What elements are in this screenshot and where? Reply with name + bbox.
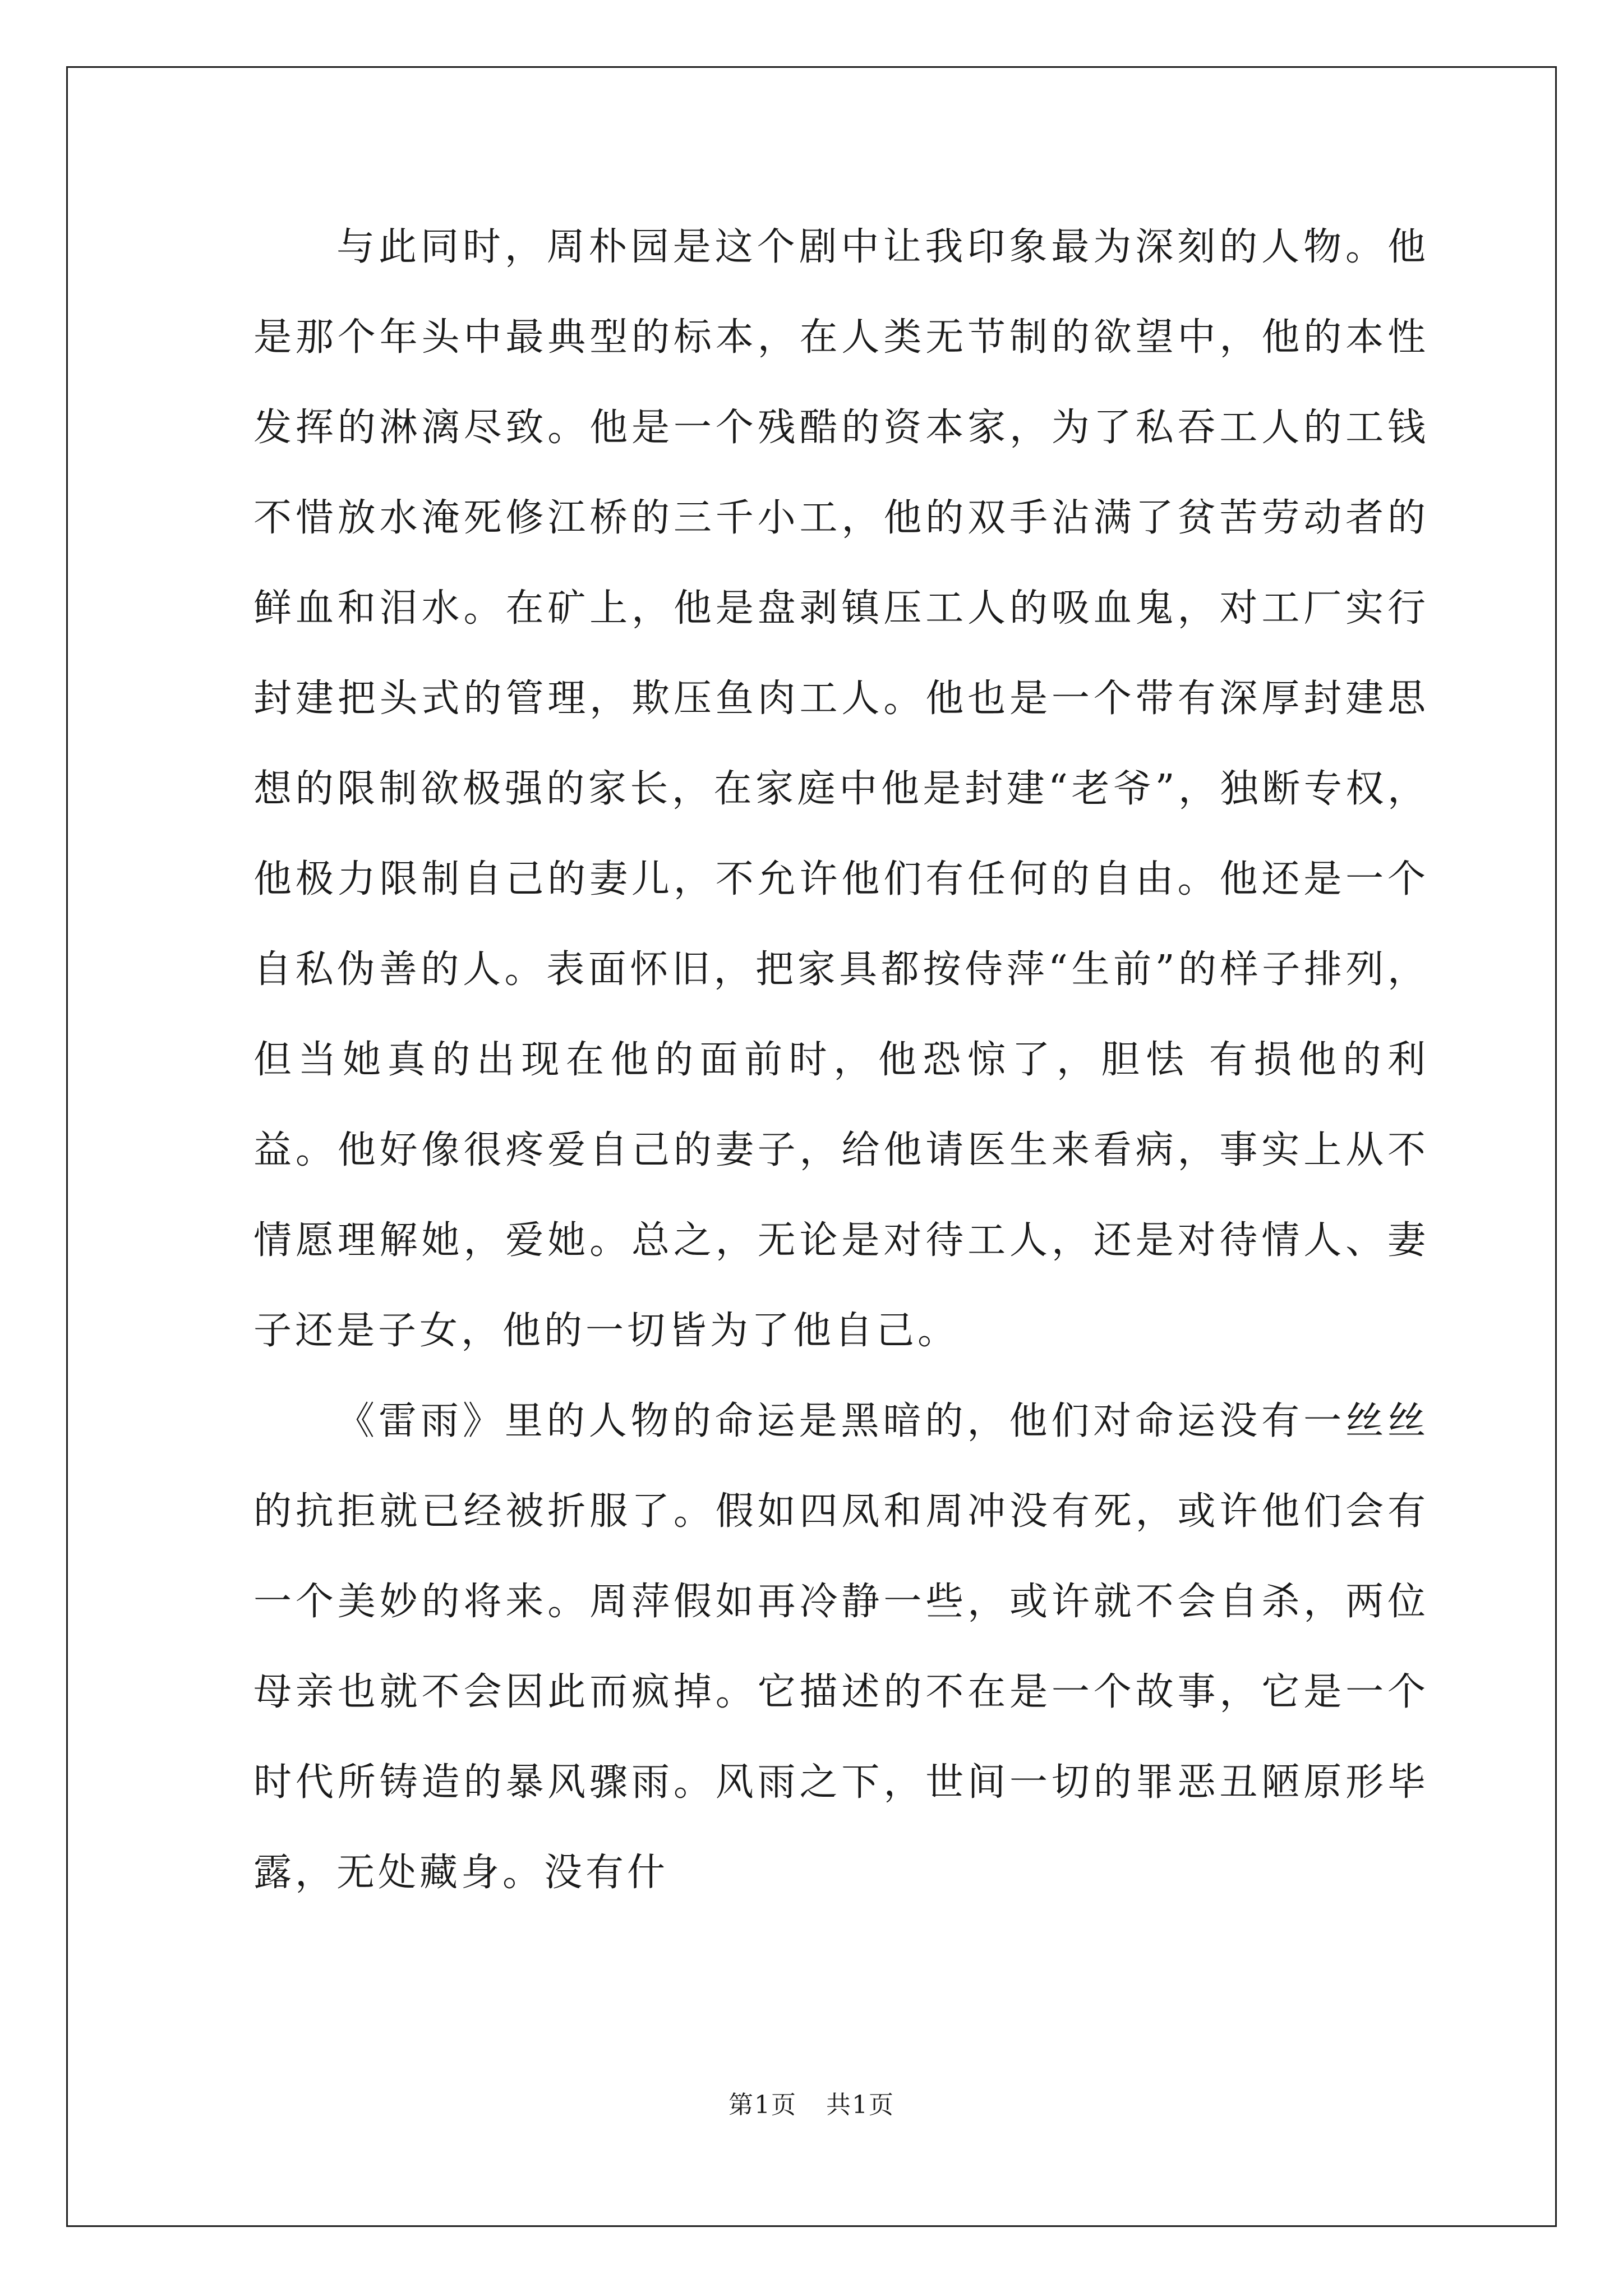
page-footer <box>0 2088 1623 2122</box>
paragraph: 与此同时，周朴园是这个剧中让我印象最为深刻的人物。他是那个年头中最典型的标本，在人类无节制的欲望中，他的本性发挥的淋漓尽致。他是一个残酷的资本家，为了私吞工人的工钱不惜放水淹死修江桥的三千小工，他的双手沾满了贫苦劳动者的鲜血和泪水。在矿上，他是盘剥镇压工人的吸血鬼，对工厂实行封建把头式的管理，欺压鱼肉工人。他也是一个带有深厚封建思想的限制欲极强的家长，在家庭中他是封建“老爷”，独断专权，他极力限制自己的妻儿，不允许他们有任何的自由。他还是一个自私伪善的人。表面怀旧，把家具都按侍萍“生前”的样子排列，但当她真的出现在他的面前时，他恐惊了，胆怯 有损他的利益。他好像很疼爱自己的妻子，给他请医生来看病，事实上从不情愿理解她，爱她。总之，无论是对待工人，还是对待情人、妻子还是子女，他的一切皆为了他自己。 <box>253 225 1429 1353</box>
page-number-total: 共1页 <box>826 2091 895 2119</box>
page-number-current: 第1页 <box>728 2091 797 2119</box>
document-body <box>253 202 1429 1918</box>
paragraph: 《雷雨》里的人物的命运是黑暗的，他们对命运没有一丝丝的抗拒就已经被折服了。假如四凤和周冲没有死，或许他们会有一个美妙的将来。周萍假如再冷静一些，或许就不会自杀，两位母亲也就不会因此而疯掉。它描述的不在是一个故事，它是一个时代所铸造的暴风骤雨。风雨之下，世间一切的罪恶丑陋原形毕露，无处藏身。没有什 <box>253 1399 1429 1895</box>
